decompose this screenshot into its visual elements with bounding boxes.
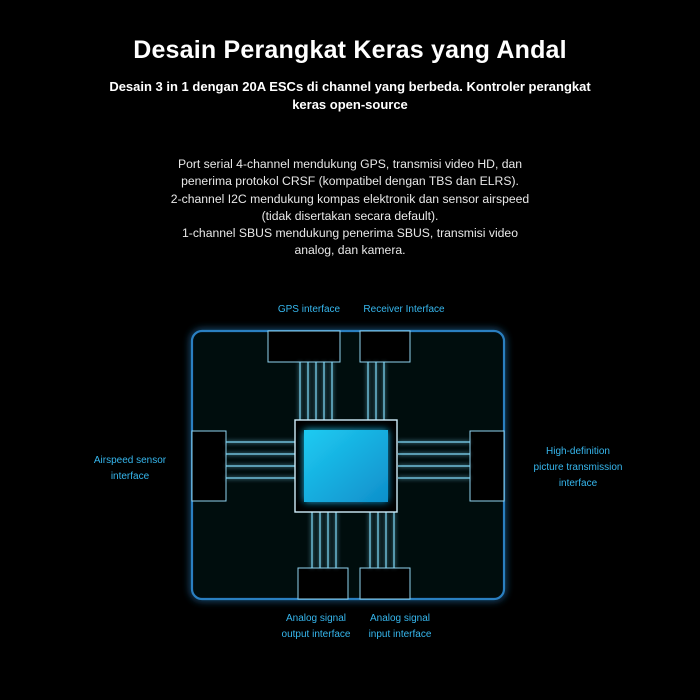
- description-line-5: 1-channel SBUS mendukung penerima SBUS, transmisi video: [181, 226, 518, 241]
- description-line-2: penerima protokol CRSF (kompatibel dengan TBS dan ELRS).: [181, 174, 519, 189]
- hd-transmission-interface-label: High-definition picture transmission interface: [533, 446, 623, 489]
- airspeed-sensor-interface-label: Airspeed sensor interface: [93, 455, 167, 482]
- gps-connector-block: [268, 331, 340, 362]
- page-title: Desain Perangkat Keras yang Andal: [133, 36, 567, 64]
- gps-interface-label: GPS interface: [277, 304, 341, 315]
- subtitle-line-2: keras open-source: [292, 97, 408, 112]
- airspeed-connector-block: [192, 431, 226, 501]
- hd-connector-block: [470, 431, 504, 501]
- description-line-1: Port serial 4-channel mendukung GPS, transmisi video HD, dan: [177, 157, 523, 171]
- analog-input-interface-label: Analog signal input interface: [368, 613, 432, 640]
- analog-in-connector-block: [360, 568, 410, 599]
- analog-output-interface-label: Analog signal output interface: [281, 613, 351, 640]
- description-line-6: analog, dan kamera.: [294, 243, 406, 258]
- processor-chip: [304, 430, 388, 502]
- subtitle-line-1: Desain 3 in 1 dengan 20A ESCs di channel yang berbeda. Kontroler perangkat: [109, 79, 591, 94]
- description-line-3: 2-channel I2C mendukung kompas elektronik dan sensor airspeed: [170, 191, 530, 206]
- receiver-connector-block: [360, 331, 410, 362]
- description-line-4: (tidak disertakan secara default).: [261, 208, 439, 223]
- analog-out-connector-block: [298, 568, 348, 599]
- receiver-interface-label: Receiver Interface: [363, 304, 445, 315]
